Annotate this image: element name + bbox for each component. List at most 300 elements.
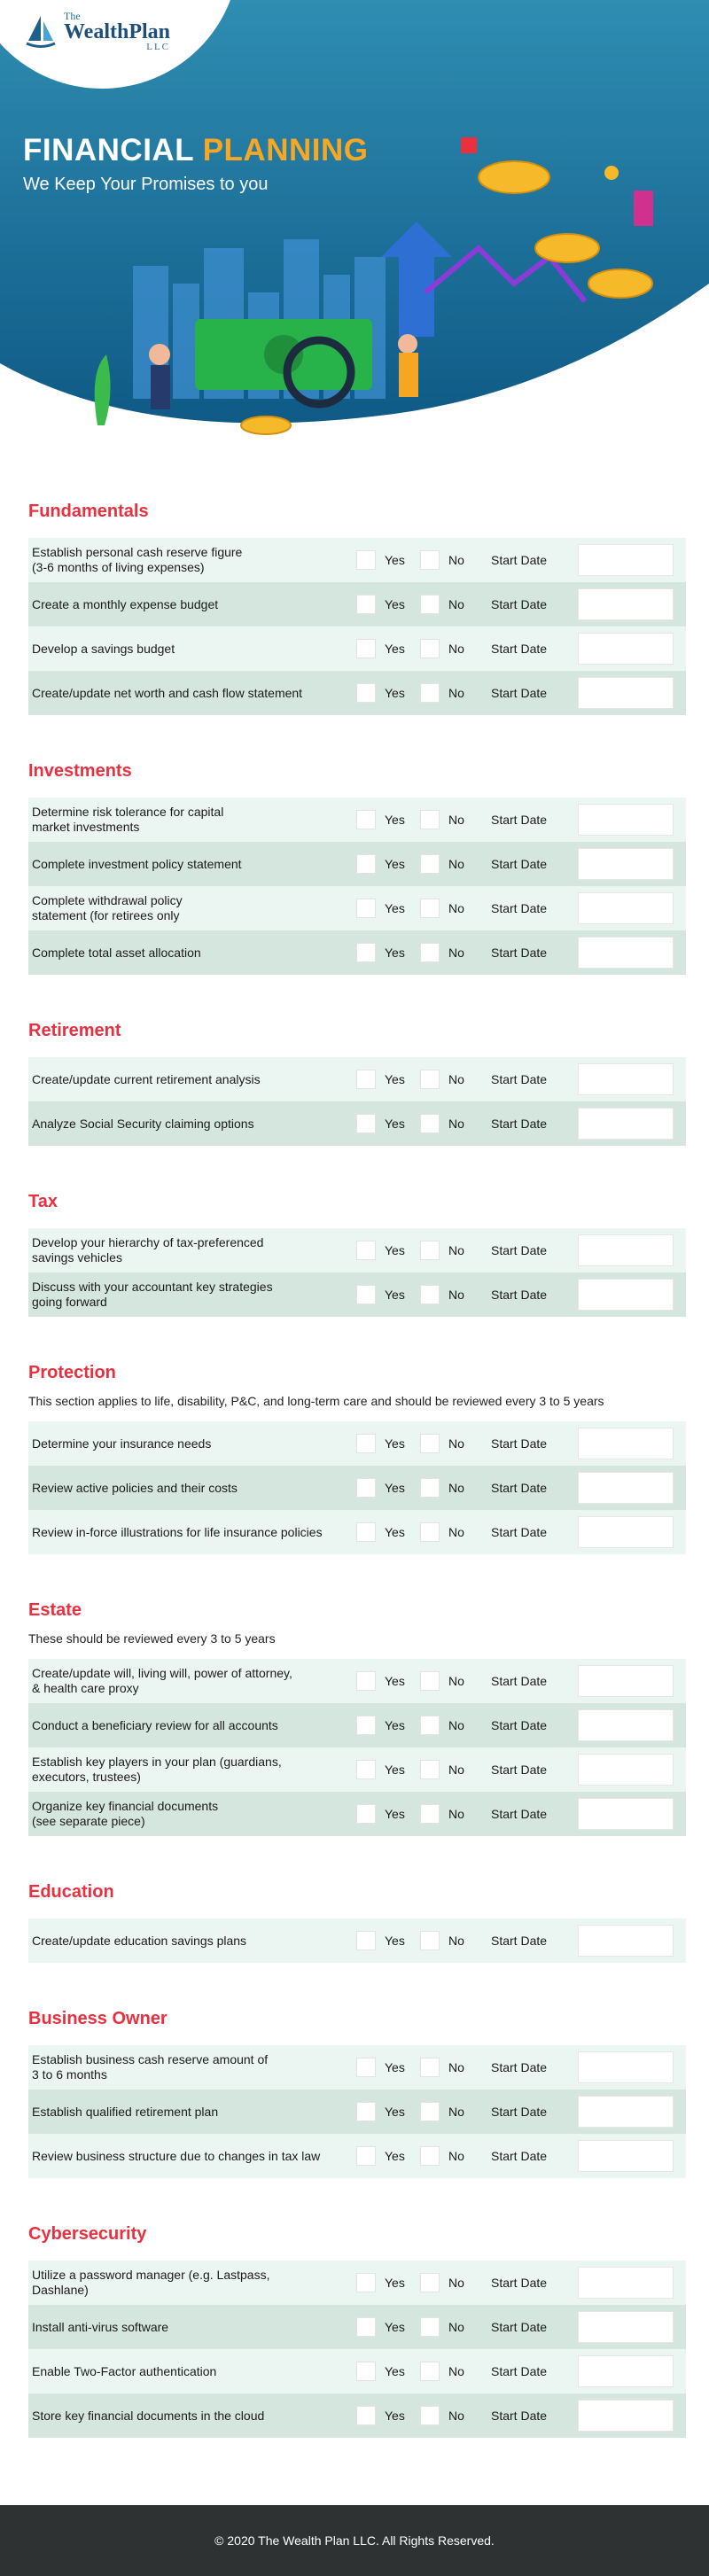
checklist-rows (28, 798, 686, 975)
checklist-row (28, 1272, 686, 1317)
yes-option[interactable] (356, 595, 420, 614)
no-option[interactable] (420, 854, 491, 874)
yes-checkbox[interactable] (356, 2146, 376, 2166)
no-label: No (448, 1934, 464, 1948)
no-checkbox[interactable] (420, 683, 440, 703)
no-option[interactable] (420, 2058, 491, 2077)
no-checkbox[interactable] (420, 899, 440, 918)
no-checkbox[interactable] (420, 2406, 440, 2425)
no-label: No (448, 2276, 464, 2290)
start-date-label: Start Date (491, 2320, 548, 2334)
no-checkbox[interactable] (420, 1760, 440, 1779)
no-option[interactable] (420, 2146, 491, 2166)
yes-checkbox[interactable] (356, 810, 376, 829)
yes-checkbox[interactable] (356, 683, 376, 703)
yes-checkbox[interactable] (356, 943, 376, 962)
no-label: No (448, 1807, 464, 1821)
yes-option[interactable] (356, 550, 420, 570)
yes-option[interactable] (356, 1671, 420, 1691)
checklist-row (28, 2090, 686, 2134)
yes-label: Yes (385, 642, 405, 656)
no-option[interactable] (420, 595, 491, 614)
logo-llc: LLC (146, 42, 171, 52)
no-label: No (448, 1243, 464, 1257)
yes-option[interactable] (356, 2273, 420, 2292)
no-option[interactable] (420, 2406, 491, 2425)
start-date-input[interactable] (578, 1108, 674, 1140)
no-label: No (448, 1763, 464, 1777)
logo-the: The (64, 10, 81, 22)
checklist-row (28, 2261, 686, 2305)
task-label: Create a monthly expense budget (32, 596, 219, 611)
task-label: Install anti-virus software (32, 2319, 169, 2334)
checklist-row (28, 1228, 686, 1272)
task-label: Store key financial documents in the cloud (32, 2408, 265, 2423)
section-title: Business Owner (28, 2009, 168, 2028)
no-label: No (448, 1117, 464, 1131)
yes-option[interactable] (356, 2146, 420, 2166)
start-date-label: Start Date (491, 946, 548, 960)
yes-checkbox[interactable] (356, 2273, 376, 2292)
yes-label: Yes (385, 1288, 405, 1302)
logo-wordmark (64, 11, 170, 52)
checklist-sections (0, 502, 709, 2438)
yes-option[interactable] (356, 943, 420, 962)
checklist-rows (28, 538, 686, 715)
yes-label: Yes (385, 2320, 405, 2334)
section-education (28, 1882, 686, 1963)
checklist-rows (28, 2261, 686, 2438)
yes-label: Yes (385, 901, 405, 915)
no-checkbox[interactable] (420, 2058, 440, 2077)
yes-option[interactable] (356, 1716, 420, 1735)
checklist-row (28, 582, 686, 626)
yes-checkbox[interactable] (356, 1931, 376, 1950)
start-date-label: Start Date (491, 1525, 548, 1539)
start-date-label: Start Date (491, 2060, 548, 2074)
start-date-input[interactable] (578, 677, 674, 709)
yes-option[interactable] (356, 2102, 420, 2121)
yes-checkbox[interactable] (356, 2406, 376, 2425)
no-label: No (448, 1072, 464, 1086)
yes-label: Yes (385, 1934, 405, 1948)
checklist-row (28, 798, 686, 842)
checklist-row (28, 1421, 686, 1466)
task-label: Create/update will, living will, power of attorney, & health care proxy (32, 1666, 292, 1695)
yes-checkbox[interactable] (356, 1241, 376, 1260)
start-date-label: Start Date (491, 1674, 548, 1688)
start-date-input[interactable] (578, 1516, 674, 1548)
yes-checkbox[interactable] (356, 1760, 376, 1779)
start-date-input[interactable] (578, 1063, 674, 1095)
task-label: Establish key players in your plan (guardians, executors, trustees) (32, 1755, 282, 1784)
checklist-rows (28, 1421, 686, 1554)
start-date-label: Start Date (491, 1072, 548, 1086)
task-label: Determine risk tolerance for capital market investments (32, 805, 224, 834)
yes-checkbox[interactable] (356, 2317, 376, 2337)
start-date-input[interactable] (578, 892, 674, 924)
yes-option[interactable] (356, 1931, 420, 1950)
start-date-input[interactable] (578, 1279, 674, 1311)
start-date-label: Start Date (491, 553, 548, 567)
checklist-row (28, 626, 686, 671)
yes-checkbox[interactable] (356, 1804, 376, 1824)
task-label: Review business structure due to changes in tax law (32, 2148, 321, 2163)
section-title: Tax (28, 1192, 58, 1211)
checklist-rows (28, 1659, 686, 1836)
no-checkbox[interactable] (420, 2317, 440, 2337)
no-checkbox[interactable] (420, 2146, 440, 2166)
yes-checkbox[interactable] (356, 2058, 376, 2077)
no-checkbox[interactable] (420, 2273, 440, 2292)
no-option[interactable] (420, 639, 491, 658)
page-title (23, 133, 368, 168)
task-label: Complete withdrawal policy statement (for retirees only (32, 893, 183, 922)
yes-label: Yes (385, 1243, 405, 1257)
section-cybersecurity (28, 2224, 686, 2438)
start-date-label: Start Date (491, 813, 548, 827)
start-date-input[interactable] (578, 2355, 674, 2387)
section-title: Estate (28, 1600, 82, 1620)
checklist-rows (28, 2045, 686, 2178)
logo-name: WealthPlan (64, 20, 171, 43)
no-checkbox[interactable] (420, 854, 440, 874)
section-business-owner (28, 2009, 686, 2178)
no-label: No (448, 1436, 464, 1451)
start-date-input[interactable] (578, 1798, 674, 1830)
no-label: No (448, 2409, 464, 2423)
start-date-label: Start Date (491, 1436, 548, 1451)
no-option[interactable] (420, 2102, 491, 2121)
start-date-label: Start Date (491, 1481, 548, 1495)
sailboat-logo-icon (23, 14, 58, 50)
yes-option[interactable] (356, 2406, 420, 2425)
start-date-input[interactable] (578, 1709, 674, 1741)
no-label: No (448, 857, 464, 871)
yes-label: Yes (385, 2409, 405, 2423)
yes-option[interactable] (356, 1241, 420, 1260)
start-date-label: Start Date (491, 1288, 548, 1302)
yes-checkbox[interactable] (356, 2102, 376, 2121)
checklist-row (28, 842, 686, 886)
yes-option[interactable] (356, 2362, 420, 2381)
no-option[interactable] (420, 1241, 491, 1260)
no-option[interactable] (420, 1522, 491, 1542)
page-footer (0, 2505, 709, 2576)
section-title: Fundamentals (28, 502, 149, 521)
checklist-row (28, 2305, 686, 2349)
yes-option[interactable] (356, 683, 420, 703)
yes-label: Yes (385, 1436, 405, 1451)
yes-checkbox[interactable] (356, 1285, 376, 1304)
task-label: Conduct a beneficiary review for all accounts (32, 1717, 278, 1732)
no-option[interactable] (420, 1716, 491, 1735)
yes-checkbox[interactable] (356, 639, 376, 658)
hero-banner (0, 0, 709, 461)
no-checkbox[interactable] (420, 1522, 440, 1542)
section-title: Protection (28, 1363, 116, 1382)
section-tax (28, 1192, 686, 1317)
checklist-row (28, 1792, 686, 1836)
start-date-label: Start Date (491, 2105, 548, 2119)
no-label: No (448, 686, 464, 700)
no-option[interactable] (420, 1478, 491, 1498)
no-label: No (448, 553, 464, 567)
start-date-input[interactable] (578, 2096, 674, 2128)
section-note: This section applies to life, disability, P&C, and long-term care and should be reviewed every 3 to 5 years (28, 1394, 604, 1408)
yes-label: Yes (385, 1718, 405, 1732)
checklist-row (28, 1057, 686, 1101)
start-date-input[interactable] (578, 2140, 674, 2172)
no-option[interactable] (420, 1760, 491, 1779)
yes-label: Yes (385, 857, 405, 871)
section-protection (28, 1363, 686, 1554)
yes-option[interactable] (356, 1285, 420, 1304)
start-date-label: Start Date (491, 2409, 548, 2423)
checklist-row (28, 2349, 686, 2393)
checklist-row (28, 1918, 686, 1963)
no-checkbox[interactable] (420, 1931, 440, 1950)
no-checkbox[interactable] (420, 2362, 440, 2381)
start-date-label: Start Date (491, 1243, 548, 1257)
yes-label: Yes (385, 1674, 405, 1688)
section-fundamentals (28, 502, 686, 715)
yes-option[interactable] (356, 1760, 420, 1779)
yes-label: Yes (385, 813, 405, 827)
section-title: Education (28, 1882, 114, 1902)
start-date-label: Start Date (491, 1807, 548, 1821)
section-investments (28, 761, 686, 975)
yes-label: Yes (385, 2149, 405, 2163)
start-date-input[interactable] (578, 588, 674, 620)
section-retirement (28, 1021, 686, 1146)
yes-option[interactable] (356, 810, 420, 829)
no-checkbox[interactable] (420, 595, 440, 614)
task-label: Organize key financial documents (see separate piece) (32, 1799, 219, 1828)
yes-option[interactable] (356, 639, 420, 658)
no-option[interactable] (420, 2317, 491, 2337)
start-date-label: Start Date (491, 857, 548, 871)
checklist-rows (28, 1057, 686, 1146)
section-title: Retirement (28, 1021, 121, 1040)
start-date-input[interactable] (578, 1472, 674, 1504)
checklist-row (28, 886, 686, 930)
checklist-row (28, 1466, 686, 1510)
start-date-label: Start Date (491, 1763, 548, 1777)
start-date-label: Start Date (491, 1934, 548, 1948)
no-option[interactable] (420, 1671, 491, 1691)
no-label: No (448, 946, 464, 960)
no-checkbox[interactable] (420, 1804, 440, 1824)
copyright-text: © 2020 The Wealth Plan LLC. All Rights Reserved. (214, 2533, 495, 2548)
yes-option[interactable] (356, 1804, 420, 1824)
yes-option[interactable] (356, 1522, 420, 1542)
yes-label: Yes (385, 2105, 405, 2119)
yes-checkbox[interactable] (356, 1522, 376, 1542)
page-subtitle: We Keep Your Promises to you (23, 175, 269, 194)
no-option[interactable] (420, 810, 491, 829)
no-checkbox[interactable] (420, 639, 440, 658)
no-option[interactable] (420, 2273, 491, 2292)
start-date-input[interactable] (578, 2400, 674, 2432)
start-date-label: Start Date (491, 901, 548, 915)
no-option[interactable] (420, 899, 491, 918)
yes-checkbox[interactable] (356, 550, 376, 570)
no-label: No (448, 2060, 464, 2074)
no-option[interactable] (420, 1931, 491, 1950)
start-date-input[interactable] (578, 937, 674, 969)
checklist-row (28, 2134, 686, 2178)
no-label: No (448, 1288, 464, 1302)
yes-label: Yes (385, 1072, 405, 1086)
yes-label: Yes (385, 1525, 405, 1539)
start-date-label: Start Date (491, 1718, 548, 1732)
no-label: No (448, 642, 464, 656)
yes-label: Yes (385, 2060, 405, 2074)
yes-label: Yes (385, 2364, 405, 2378)
task-label: Create/update current retirement analysis (32, 1071, 261, 1086)
yes-checkbox[interactable] (356, 1671, 376, 1691)
yes-option[interactable] (356, 1434, 420, 1453)
yes-checkbox[interactable] (356, 1478, 376, 1498)
no-label: No (448, 2320, 464, 2334)
start-date-input[interactable] (578, 633, 674, 665)
no-checkbox[interactable] (420, 1478, 440, 1498)
yes-label: Yes (385, 686, 405, 700)
no-option[interactable] (420, 1804, 491, 1824)
start-date-label: Start Date (491, 2149, 548, 2163)
no-option[interactable] (420, 550, 491, 570)
yes-checkbox[interactable] (356, 2362, 376, 2381)
start-date-input[interactable] (578, 544, 674, 576)
no-checkbox[interactable] (420, 810, 440, 829)
yes-label: Yes (385, 553, 405, 567)
start-date-input[interactable] (578, 1754, 674, 1786)
start-date-input[interactable] (578, 2051, 674, 2083)
yes-option[interactable] (356, 899, 420, 918)
task-label: Determine your insurance needs (32, 1436, 212, 1451)
start-date-label: Start Date (491, 2276, 548, 2290)
section-title: Cybersecurity (28, 2224, 147, 2244)
task-label: Analyze Social Security claiming options (32, 1116, 254, 1131)
title-main: FINANCIAL (23, 133, 194, 167)
yes-checkbox[interactable] (356, 595, 376, 614)
no-checkbox[interactable] (420, 943, 440, 962)
checklist-row (28, 1659, 686, 1703)
start-date-label: Start Date (491, 642, 548, 656)
no-checkbox[interactable] (420, 1114, 440, 1133)
no-option[interactable] (420, 2362, 491, 2381)
task-label: Establish personal cash reserve figure (3-6 months of living expenses) (32, 545, 243, 574)
no-option[interactable] (420, 1285, 491, 1304)
checklist-row (28, 2045, 686, 2090)
yes-option[interactable] (356, 2058, 420, 2077)
task-label: Utilize a password manager (e.g. Lastpass, Dashlane) (32, 2268, 270, 2297)
task-label: Develop your hierarchy of tax-preferenced savings vehicles (32, 1235, 264, 1265)
no-checkbox[interactable] (420, 1716, 440, 1735)
yes-option[interactable] (356, 854, 420, 874)
no-checkbox[interactable] (420, 2102, 440, 2121)
start-date-input[interactable] (578, 1925, 674, 1957)
no-label: No (448, 1718, 464, 1732)
start-date-input[interactable] (578, 1234, 674, 1266)
checklist-row (28, 1510, 686, 1554)
yes-option[interactable] (356, 1114, 420, 1133)
brand-logo[interactable] (23, 11, 170, 52)
title-accent: PLANNING (202, 133, 369, 167)
yes-label: Yes (385, 597, 405, 611)
yes-label: Yes (385, 1807, 405, 1821)
yes-option[interactable] (356, 1070, 420, 1089)
checklist-row (28, 671, 686, 715)
task-label: Discuss with your accountant key strategies going forward (32, 1280, 273, 1309)
no-checkbox[interactable] (420, 1241, 440, 1260)
no-checkbox[interactable] (420, 1285, 440, 1304)
start-date-input[interactable] (578, 848, 674, 880)
yes-checkbox[interactable] (356, 1716, 376, 1735)
no-option[interactable] (420, 683, 491, 703)
start-date-input[interactable] (578, 2267, 674, 2299)
start-date-input[interactable] (578, 2311, 674, 2343)
start-date-input[interactable] (578, 1665, 674, 1697)
no-checkbox[interactable] (420, 1070, 440, 1089)
no-option[interactable] (420, 1070, 491, 1089)
start-date-input[interactable] (578, 804, 674, 836)
no-checkbox[interactable] (420, 550, 440, 570)
task-label: Enable Two-Factor authentication (32, 2363, 217, 2378)
no-label: No (448, 2149, 464, 2163)
yes-label: Yes (385, 2276, 405, 2290)
section-note: These should be reviewed every 3 to 5 years (28, 1631, 276, 1646)
task-label: Review in-force illustrations for life insurance policies (32, 1524, 323, 1539)
yes-checkbox[interactable] (356, 899, 376, 918)
start-date-label: Start Date (491, 1117, 548, 1131)
section-title: Investments (28, 761, 132, 781)
yes-option[interactable] (356, 2317, 420, 2337)
task-label: Review active policies and their costs (32, 1480, 238, 1495)
checklist-row (28, 1101, 686, 1146)
task-label: Establish qualified retirement plan (32, 2104, 219, 2119)
task-label: Complete investment policy statement (32, 856, 242, 871)
yes-checkbox[interactable] (356, 1434, 376, 1453)
yes-checkbox[interactable] (356, 1070, 376, 1089)
no-label: No (448, 1481, 464, 1495)
no-label: No (448, 1674, 464, 1688)
yes-label: Yes (385, 1117, 405, 1131)
no-label: No (448, 597, 464, 611)
yes-checkbox[interactable] (356, 1114, 376, 1133)
no-option[interactable] (420, 943, 491, 962)
task-label: Create/update net worth and cash flow statement (32, 685, 303, 700)
task-label: Complete total asset allocation (32, 945, 201, 960)
no-checkbox[interactable] (420, 1434, 440, 1453)
yes-label: Yes (385, 1763, 405, 1777)
yes-label: Yes (385, 946, 405, 960)
checklist-row (28, 538, 686, 582)
no-option[interactable] (420, 1434, 491, 1453)
yes-option[interactable] (356, 1478, 420, 1498)
task-label: Create/update education savings plans (32, 1933, 247, 1948)
yes-checkbox[interactable] (356, 854, 376, 874)
checklist-row (28, 1703, 686, 1747)
checklist-row (28, 2393, 686, 2438)
no-option[interactable] (420, 1114, 491, 1133)
no-checkbox[interactable] (420, 1671, 440, 1691)
checklist-rows (28, 1918, 686, 1963)
no-label: No (448, 2364, 464, 2378)
start-date-input[interactable] (578, 1428, 674, 1459)
checklist-row (28, 1747, 686, 1792)
